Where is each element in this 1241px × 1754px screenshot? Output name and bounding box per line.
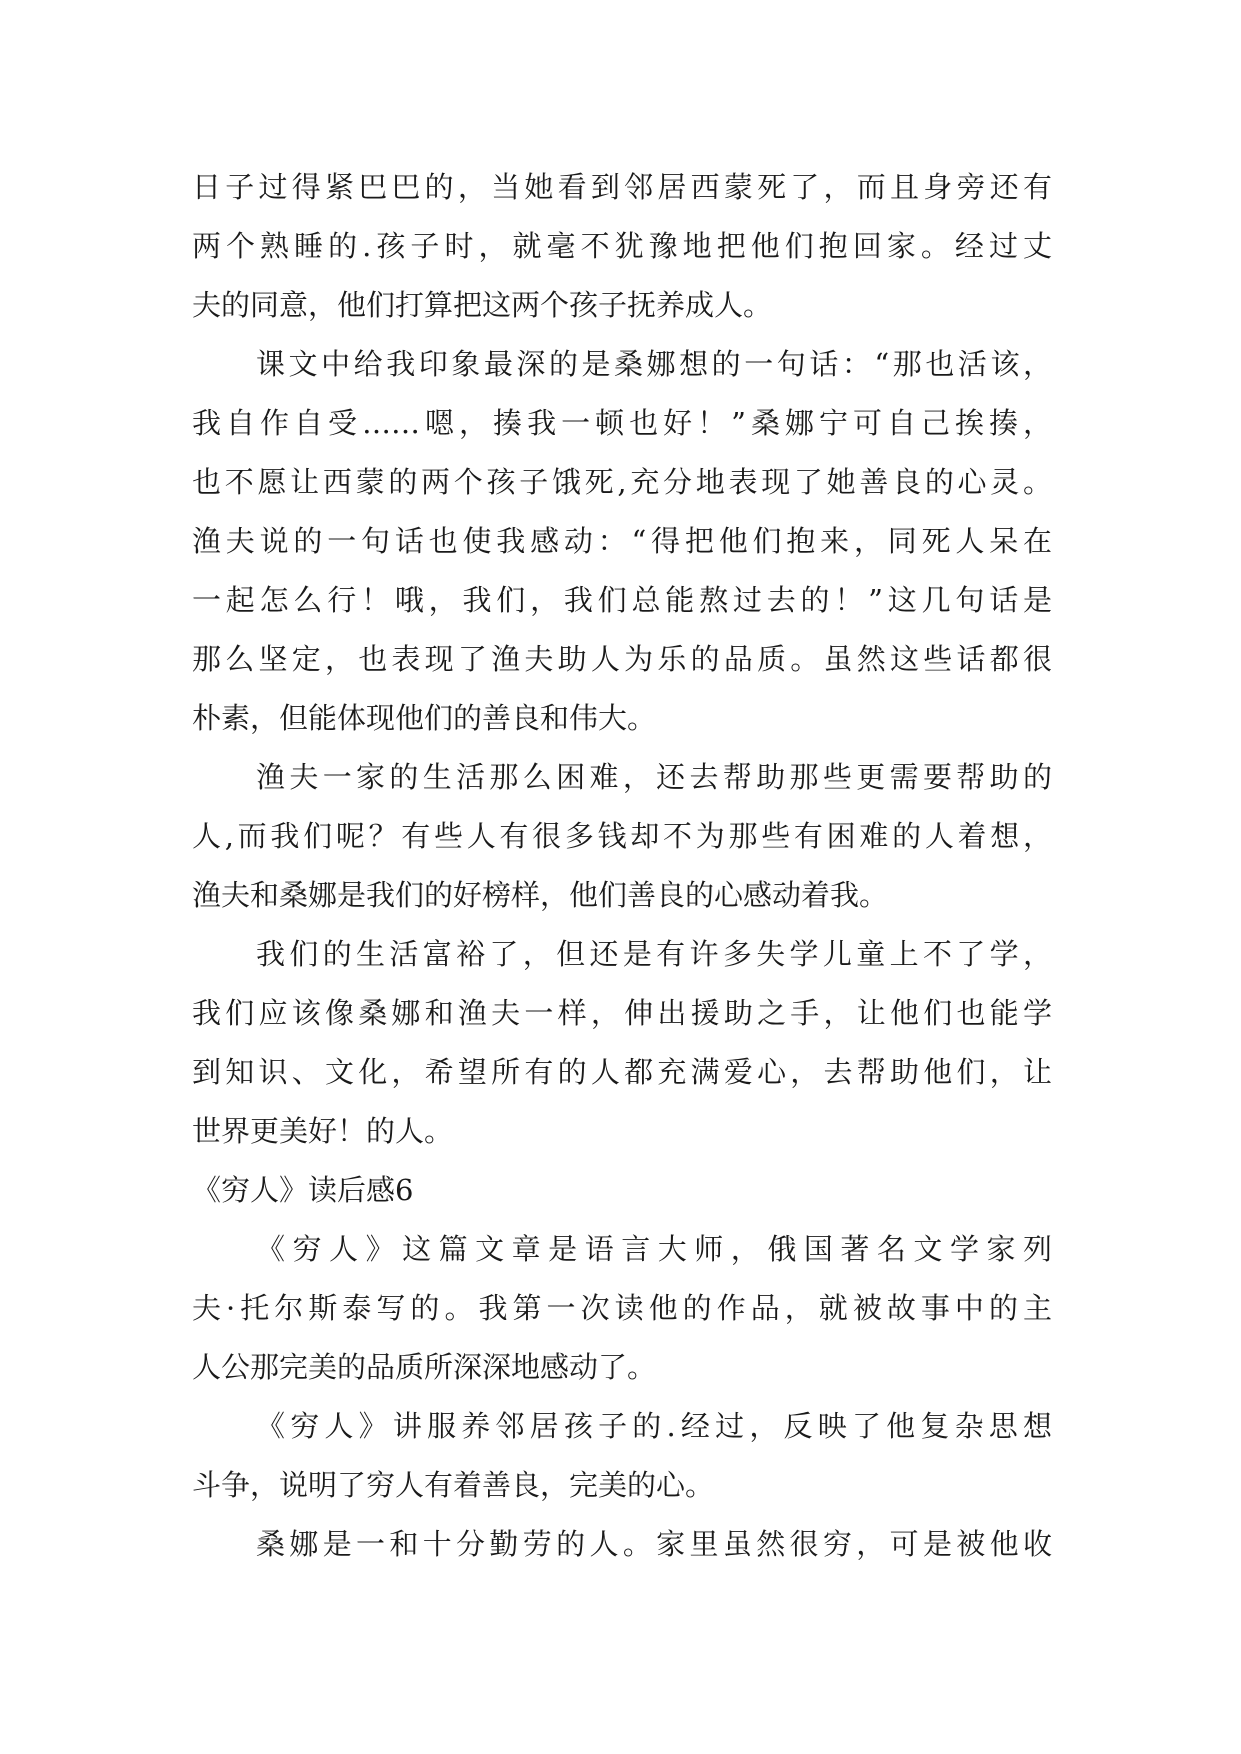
text-line: 我们的生活富裕了，但还是有许多失学儿童上不了学，	[256, 937, 1052, 971]
text-line: 日子过得紧巴巴的，当她看到邻居西蒙死了，而且身旁还有	[192, 170, 1052, 204]
text-line: 到知识、文化，希望所有的人都充满爱心，去帮助他们，让	[192, 1055, 1052, 1089]
text-line: 渔夫和桑娜是我们的好榜样，他们善良的心感动着我。	[192, 878, 889, 912]
paragraph	[192, 1220, 1052, 1397]
document-page	[192, 158, 1052, 1574]
text-line: 桑娜是一和十分勤劳的人。家里虽然很穷，可是被他收	[256, 1527, 1052, 1561]
text-line: 夫的同意，他们打算把这两个孩子抚养成人。	[192, 288, 773, 322]
text-line: 斗争，说明了穷人有着善良，完美的心。	[192, 1468, 715, 1502]
paragraph	[192, 335, 1052, 748]
text-line: 我自作自受……嗯，揍我一顿也好！”桑娜宁可自己挨揍，	[192, 406, 1052, 440]
paragraph	[192, 1397, 1052, 1515]
text-line: 也不愿让西蒙的两个孩子饿死,充分地表现了她善良的心灵。	[192, 465, 1052, 499]
paragraph	[192, 158, 1052, 335]
text-line: 人公那完美的品质所深深地感动了。	[192, 1350, 657, 1384]
text-line: 夫·托尔斯泰写的。我第一次读他的作品，就被故事中的主	[192, 1291, 1052, 1325]
text-line: 我们应该像桑娜和渔夫一样，伸出援助之手，让他们也能学	[192, 996, 1052, 1030]
paragraph	[192, 748, 1052, 925]
text-line: 一起怎么行！哦，我们，我们总能熬过去的！”这几句话是	[192, 583, 1052, 617]
text-line: 两个熟睡的.孩子时，就毫不犹豫地把他们抱回家。经过丈	[192, 229, 1052, 263]
text-line: 世界更美好！的人。	[192, 1114, 454, 1148]
text-line: 渔夫一家的生活那么困难，还去帮助那些更需要帮助的	[256, 760, 1052, 794]
text-line: 课文中给我印象最深的是桑娜想的一句话：“那也活该，	[256, 347, 1052, 381]
section-heading: 《穷人》读后感6	[192, 1173, 414, 1207]
text-line: 那么坚定，也表现了渔夫助人为乐的品质。虽然这些话都很	[192, 642, 1052, 676]
text-line: 《穷人》讲服养邻居孩子的.经过，反映了他复杂思想	[256, 1409, 1052, 1443]
text-line: 人,而我们呢？有些人有很多钱却不为那些有困难的人着想，	[192, 819, 1052, 853]
paragraph	[192, 925, 1052, 1161]
text-line: 渔夫说的一句话也使我感动：“得把他们抱来，同死人呆在	[192, 524, 1052, 558]
text-line: 朴素，但能体现他们的善良和伟大。	[192, 701, 657, 735]
text-line: 《穷人》这篇文章是语言大师，俄国著名文学家列	[256, 1232, 1052, 1266]
paragraph	[192, 1515, 1052, 1574]
